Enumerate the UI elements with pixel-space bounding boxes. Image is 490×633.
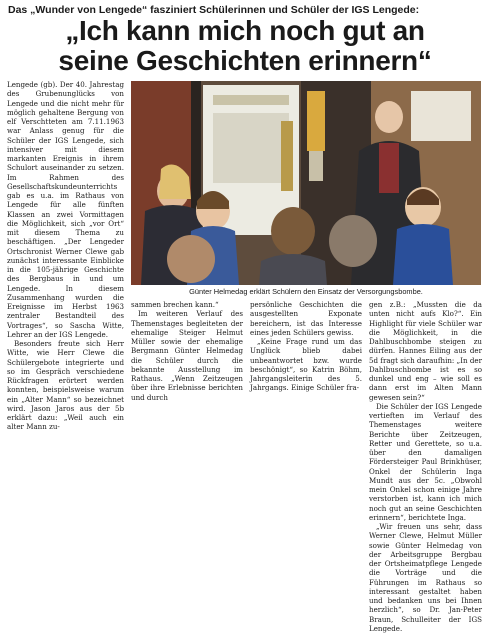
- column-paragraph: gen z.B.: „Mussten die da unten nicht aufs Klo?“. Ein Highlight für viele Schüler war die Möglichkeit, in die Dahlbuschbombe steigen zu dürfen. Hannes Eiling aus der 5d fragt sich daraufhin: „In der Dahlbuschbombe ist es so dunkel und eng – wie soll es dann erst im Alten Mann gewesen sein?“: [369, 300, 482, 402]
- column-paragraph: „Keine Frage rund um das Unglück blieb dabei unbeantwortet bzw. wurde beschönigt“, so Katrin Böhm, Jahrgangsleiterin des 5. Jahrgangs. Einige Schüler fra-: [250, 337, 362, 393]
- column-paragraph: Im weiteren Verlauf des Themenstages begleiteten der ehemalige Steiger Helmut Müller sowie der ehemalige Bergmann Günter Helmedag die Schüler durch die bekannte Ausstellung im Rathaus. „Wenn Zeitzeugen über ihre Erlebnisse berichten und durch: [131, 309, 243, 402]
- article-column-1: [7, 80, 124, 432]
- photo-illustration: [131, 81, 481, 285]
- photo-caption: Günter Helmedag erklärt Schülern den Einsatz der Versorgungsbombe.: [189, 287, 423, 296]
- article-column-3: [250, 300, 362, 393]
- column-paragraph: Die Schüler der IGS Lengede vertieften im Verlauf des Themenstages weitere Berichte über Zeitzeugen, Retter und Gerettete, so u.a. über den damaligen Fördersteiger Paul Brinkhüser, Onkel der Schülerin Inga Mundt aus der 5c. „Obwohl mein Onkel schon einige Jahre verstorben ist, kann ich mich noch gut an seine Geschichten erinnern“, berichtete Inga.: [369, 401, 482, 522]
- column-paragraph: Besonders freute sich Herr Witte, wie Herr Clewe die Schülergebote integrierte und so im Gespräch verschiedene Rückfragen erörtert werden konnten, beispielsweise warum ein „Alter Mann“ so bezeichnet wird. Jason Jaros aus der 5b erklärt dazu: „Weil auch ein alter Mann zu-: [7, 339, 124, 432]
- headline-line-2: seine Geschichten erinnern“: [58, 45, 432, 76]
- article-column-2: [131, 300, 243, 402]
- column-paragraph: sammen brechen kann.“: [131, 300, 219, 309]
- article-kicker: Das „Wunder von Lengede“ fasziniert Schülerinnen und Schüler der IGS Lengede:: [8, 4, 420, 16]
- column-paragraph: Lengede (gb). Der 40. Jahrestag des Grubenunglücks von Lengede und die nicht mehr für möglich gehaltene Bergung von elf Verschtteten am 7.11.1963 war Anlass genug für die Schüler der IGS Lengede, sich intensiver mit diesem markanten Ereignis in ihrem Schulort auseinander zu setzen. Im Rahmen des Gesellschaftskundeunterrichts gab es u.a. im Rathaus von Lengede für alle fünften Klassen an zwei Vormittagen die Möglichkeit, sich „vor Ort“ mit diesem Thema zu beschäftigen. „Der Lengeder Ortschronist Werner Clewe gab zunächst interessante Einblicke in die 105-jährige Geschichte des Bergbaus in und um Lengede. In diesem Zusammenhang wurden die Ereignisse im Herbst 1963 zentraler Bestandteil des Vortrages“, so Sascha Witte, Lehrer an der IGS Lengede.: [7, 80, 124, 339]
- article-column-4: [369, 300, 482, 633]
- article-photo: [131, 81, 481, 285]
- column-paragraph: persönliche Geschichten die ausgestellten Exponate bereichern, ist das Interesse eines jeden Schülers gewiss.: [250, 300, 362, 337]
- article-headline: [8, 16, 482, 76]
- headline-line-1: „Ich kann mich noch gut an: [65, 15, 425, 46]
- column-paragraph: „Wir freuen uns sehr, dass Werner Clewe, Helmut Müller sowie Günter Helmedag von der Arbeitsgruppe Bergbau der Ortsheimatpflege Lengede die Vorträge und die Führungen im Rathaus so interessant gestaltet haben und bedanken uns bei Ihnen herzlich“, so Dr. Jan-Peter Braun, Schulleiter der IGS Lengede.: [369, 522, 482, 633]
